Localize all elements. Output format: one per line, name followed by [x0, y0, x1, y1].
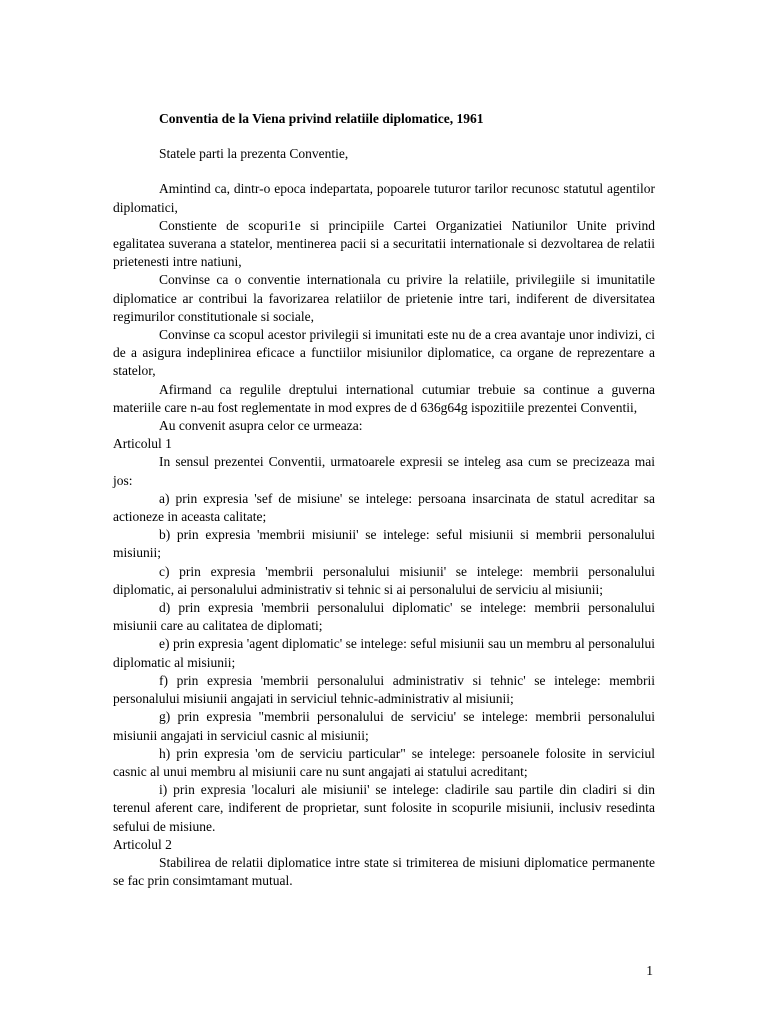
preamble-paragraph: Afirmand ca regulile dreptului international cutumiar trebuie sa continue a guverna materiile care n-au fost reglementate in mod expres de d 636g64g ispozitiile prezentei Conventii, [113, 381, 655, 415]
article-paragraph: a) prin expresia 'sef de misiune' se intelege: persoana insarcinata de statul acreditar sa actioneze in aceasta calitate; [113, 490, 655, 525]
article-paragraph: g) prin expresia "membrii personalului de serviciu' se intelege: membrii personalului misiunii angajati in serviciul casnic al misiunii; [113, 709, 655, 743]
article-paragraph: Stabilirea de relatii diplomatice intre state si trimiterea de misiuni diplomatice permanente se fac prin consimtamant mutual. [113, 854, 655, 889]
preamble-paragraph: Constiente de scopuri1e si principiile Cartei Organizatiei Natiunilor Unite privind egalitatea suverana a statelor, mentinerea pacii si a securitatii internationale si dezvoltarea de relatii prietenesti intre natiuni, [113, 217, 655, 270]
preamble-paragraph: Convinse ca o conventie internationala cu privire la relatiile, privilegiile si imunitatile diplomatice ar contribui la favorizarea relatiilor de prietenie intre tari, indiferent de diversitatea regimurilor constitutionale si sociale, [113, 272, 655, 324]
article-paragraph: f) prin expresia 'membrii personalului administrativ si tehnic' se intelege: membrii personalului misiunii angajati in serviciul tehnic-administrativ al misiunii; [113, 672, 655, 707]
preamble-paragraph: Convinse ca scopul acestor privilegii si imunitati este nu de a crea avantaje unor indivizi, ci de a asigura indeplinirea eficace a functiilor misiunilor diplomatice, ca organe de reprezentare a statelor, [113, 327, 655, 379]
article-paragraph: c) prin expresia 'membrii personalului misiunii' se intelege: membrii personalului diplomatic, ai personalului administrativ si tehnic si ai personalului de serviciu al misiunii; [113, 563, 655, 597]
article-paragraph: b) prin expresia 'membrii misiunii' se intelege: seful misiunii si membrii personalului misiunii; [113, 527, 655, 561]
document-title: Conventia de la Viena privind relatiile diplomatice, 1961 [159, 111, 484, 126]
document-page [113, 110, 655, 890]
article-paragraph: h) prin expresia 'om de serviciu particular" se intelege: persoanele folosite in serviciul casnic al unui membru al misiunii care nu sunt angajati ai statului acreditant; [113, 745, 655, 779]
article-paragraph: d) prin expresia 'membrii personalului diplomatic' se intelege: membrii personalului misiunii care au calitatea de diplomati; [113, 600, 655, 634]
article-paragraph: e) prin expresia 'agent diplomatic' se intelege: seful misiunii sau un membru al personalului diplomatic al misiunii; [113, 636, 655, 670]
page-number: 1 [646, 963, 653, 978]
article-paragraph: In sensul prezentei Conventii, urmatoarele expresii se inteleg asa cum se precizeaza mai jos: [113, 454, 655, 488]
intro-line: Statele parti la prezenta Conventie, [159, 146, 349, 162]
preamble-paragraph: Au convenit asupra celor ce urmeaza: [159, 418, 363, 434]
article-heading: Articolul 1 [113, 436, 172, 452]
preamble-paragraph: Amintind ca, dintr-o epoca indepartata, popoarele tuturor tarilor recunosc statutul agentilor diplomatici, [113, 181, 655, 215]
article-heading: Articolul 2 [113, 836, 172, 852]
article-paragraph: i) prin expresia 'localuri ale misiunii' se intelege: cladirile sau partile din cladiri si din terenul aferent care, indiferent de proprietar, sunt folosite in scopurile misiunii, inclusiv resedinta sefului de misiune. [113, 782, 655, 834]
